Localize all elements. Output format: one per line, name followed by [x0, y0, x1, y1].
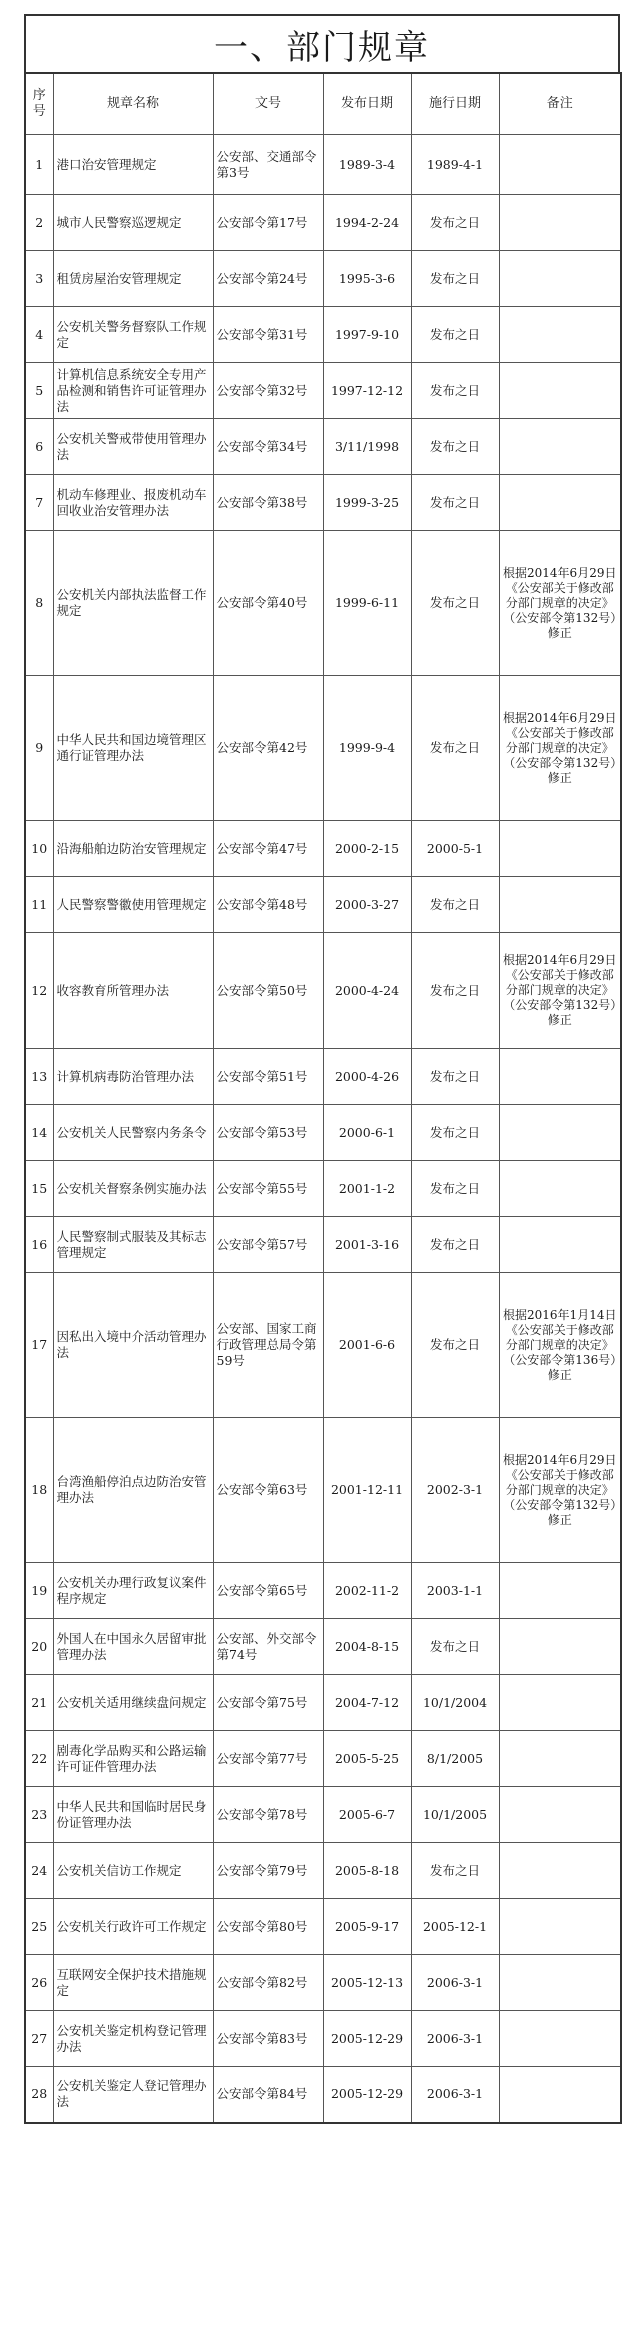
effective-date: 发布之日	[411, 933, 499, 1049]
regulation-name: 公安机关警务督察队工作规定	[53, 307, 213, 363]
effective-date: 2000-5-1	[411, 821, 499, 877]
effective-date: 2005-12-1	[411, 1899, 499, 1955]
effective-date: 1989-4-1	[411, 135, 499, 195]
publish-date: 2005-9-17	[323, 1899, 411, 1955]
remarks	[499, 1843, 621, 1899]
remarks	[499, 419, 621, 475]
row-index: 24	[25, 1843, 53, 1899]
regulation-name: 沿海船舶边防治安管理规定	[53, 821, 213, 877]
remarks	[499, 821, 621, 877]
effective-date: 10/1/2005	[411, 1787, 499, 1843]
effective-date: 发布之日	[411, 475, 499, 531]
table-row	[25, 2011, 621, 2067]
effective-date: 2003-1-1	[411, 1563, 499, 1619]
table-row	[25, 1787, 621, 1843]
table-row	[25, 1049, 621, 1105]
table-row	[25, 1731, 621, 1787]
document-number: 公安部令第24号	[213, 251, 323, 307]
document-number: 公安部令第34号	[213, 419, 323, 475]
regulations-table	[24, 72, 622, 2124]
publish-date: 2002-11-2	[323, 1563, 411, 1619]
document-number: 公安部、国家工商行政管理总局令第59号	[213, 1273, 323, 1418]
regulation-name: 公安机关行政许可工作规定	[53, 1899, 213, 1955]
document-number: 公安部令第31号	[213, 307, 323, 363]
regulation-name: 人民警察制式服装及其标志管理规定	[53, 1217, 213, 1273]
row-index: 12	[25, 933, 53, 1049]
effective-date: 发布之日	[411, 1217, 499, 1273]
row-index: 22	[25, 1731, 53, 1787]
document-number: 公安部令第57号	[213, 1217, 323, 1273]
publish-date: 2005-5-25	[323, 1731, 411, 1787]
remarks: 根据2014年6月29日《公安部关于修改部分部门规章的决定》（公安部令第132号）修正	[499, 1418, 621, 1563]
header-effective-date: 施行日期	[411, 73, 499, 135]
document-number: 公安部令第17号	[213, 195, 323, 251]
remarks	[499, 195, 621, 251]
remarks	[499, 1049, 621, 1105]
document-number: 公安部令第83号	[213, 2011, 323, 2067]
regulation-name: 公安机关人民警察内务条令	[53, 1105, 213, 1161]
publish-date: 1997-9-10	[323, 307, 411, 363]
table-row	[25, 1105, 621, 1161]
remarks	[499, 1217, 621, 1273]
document-number: 公安部令第79号	[213, 1843, 323, 1899]
regulation-name: 互联网安全保护技术措施规定	[53, 1955, 213, 2011]
table-row	[25, 933, 621, 1049]
regulations-sheet	[24, 14, 620, 2124]
regulation-name: 公安机关鉴定机构登记管理办法	[53, 2011, 213, 2067]
regulation-name: 公安机关鉴定人登记管理办法	[53, 2067, 213, 2123]
document-number: 公安部、外交部令第74号	[213, 1619, 323, 1675]
row-index: 19	[25, 1563, 53, 1619]
document-number: 公安部、交通部令第3号	[213, 135, 323, 195]
table-row	[25, 363, 621, 419]
document-number: 公安部令第65号	[213, 1563, 323, 1619]
effective-date: 发布之日	[411, 1049, 499, 1105]
remarks	[499, 1787, 621, 1843]
header-index: 序号	[25, 73, 53, 135]
header-document-number: 文号	[213, 73, 323, 135]
row-index: 20	[25, 1619, 53, 1675]
effective-date: 10/1/2004	[411, 1675, 499, 1731]
table-row	[25, 1273, 621, 1418]
publish-date: 1997-12-12	[323, 363, 411, 419]
publish-date: 1989-3-4	[323, 135, 411, 195]
table-row	[25, 135, 621, 195]
effective-date: 2006-3-1	[411, 2011, 499, 2067]
table-row	[25, 1619, 621, 1675]
publish-date: 2000-6-1	[323, 1105, 411, 1161]
remarks	[499, 1899, 621, 1955]
regulation-name: 公安机关信访工作规定	[53, 1843, 213, 1899]
document-number: 公安部令第63号	[213, 1418, 323, 1563]
regulation-name: 计算机信息系统安全专用产品检测和销售许可证管理办法	[53, 363, 213, 419]
publish-date: 1999-9-4	[323, 676, 411, 821]
row-index: 2	[25, 195, 53, 251]
regulation-name: 公安机关督察条例实施办法	[53, 1161, 213, 1217]
header-publish-date: 发布日期	[323, 73, 411, 135]
regulation-name: 港口治安管理规定	[53, 135, 213, 195]
effective-date: 发布之日	[411, 195, 499, 251]
publish-date: 2004-7-12	[323, 1675, 411, 1731]
table-row	[25, 1418, 621, 1563]
row-index: 11	[25, 877, 53, 933]
regulation-name: 公安机关内部执法监督工作规定	[53, 531, 213, 676]
regulation-name: 机动车修理业、报废机动车回收业治安管理办法	[53, 475, 213, 531]
document-number: 公安部令第77号	[213, 1731, 323, 1787]
publish-date: 2001-6-6	[323, 1273, 411, 1418]
document-number: 公安部令第84号	[213, 2067, 323, 2123]
publish-date: 2005-12-13	[323, 1955, 411, 2011]
row-index: 17	[25, 1273, 53, 1418]
row-index: 28	[25, 2067, 53, 2123]
publish-date: 2005-12-29	[323, 2011, 411, 2067]
publish-date: 2000-4-26	[323, 1049, 411, 1105]
remarks	[499, 251, 621, 307]
publish-date: 1994-2-24	[323, 195, 411, 251]
document-number: 公安部令第53号	[213, 1105, 323, 1161]
table-row	[25, 419, 621, 475]
table-row	[25, 1675, 621, 1731]
row-index: 8	[25, 531, 53, 676]
remarks	[499, 1619, 621, 1675]
regulation-name: 中华人民共和国临时居民身份证管理办法	[53, 1787, 213, 1843]
publish-date: 1999-3-25	[323, 475, 411, 531]
publish-date: 3/11/1998	[323, 419, 411, 475]
regulation-name: 收容教育所管理办法	[53, 933, 213, 1049]
header-remarks: 备注	[499, 73, 621, 135]
regulation-name: 城市人民警察巡逻规定	[53, 195, 213, 251]
publish-date: 2005-8-18	[323, 1843, 411, 1899]
effective-date: 发布之日	[411, 363, 499, 419]
table-row	[25, 1955, 621, 2011]
table-header-row	[25, 73, 621, 135]
row-index: 9	[25, 676, 53, 821]
publish-date: 2001-1-2	[323, 1161, 411, 1217]
publish-date: 1995-3-6	[323, 251, 411, 307]
document-number: 公安部令第50号	[213, 933, 323, 1049]
table-row	[25, 2067, 621, 2123]
regulation-name: 台湾渔船停泊点边防治安管理办法	[53, 1418, 213, 1563]
remarks	[499, 877, 621, 933]
row-index: 21	[25, 1675, 53, 1731]
document-number: 公安部令第42号	[213, 676, 323, 821]
remarks	[499, 1731, 621, 1787]
effective-date: 2002-3-1	[411, 1418, 499, 1563]
row-index: 6	[25, 419, 53, 475]
row-index: 14	[25, 1105, 53, 1161]
row-index: 3	[25, 251, 53, 307]
row-index: 25	[25, 1899, 53, 1955]
effective-date: 发布之日	[411, 531, 499, 676]
publish-date: 1999-6-11	[323, 531, 411, 676]
publish-date: 2000-4-24	[323, 933, 411, 1049]
row-index: 4	[25, 307, 53, 363]
table-row	[25, 821, 621, 877]
effective-date: 发布之日	[411, 251, 499, 307]
publish-date: 2001-12-11	[323, 1418, 411, 1563]
publish-date: 2000-2-15	[323, 821, 411, 877]
remarks	[499, 2011, 621, 2067]
table-row	[25, 1563, 621, 1619]
row-index: 26	[25, 1955, 53, 2011]
regulation-name: 租赁房屋治安管理规定	[53, 251, 213, 307]
publish-date: 2004-8-15	[323, 1619, 411, 1675]
table-row	[25, 676, 621, 821]
effective-date: 发布之日	[411, 1105, 499, 1161]
row-index: 18	[25, 1418, 53, 1563]
document-number: 公安部令第38号	[213, 475, 323, 531]
publish-date: 2001-3-16	[323, 1217, 411, 1273]
document-number: 公安部令第48号	[213, 877, 323, 933]
table-row	[25, 307, 621, 363]
remarks	[499, 1161, 621, 1217]
regulation-name: 因私出入境中介活动管理办法	[53, 1273, 213, 1418]
document-number: 公安部令第82号	[213, 1955, 323, 2011]
remarks	[499, 1675, 621, 1731]
table-row	[25, 251, 621, 307]
row-index: 15	[25, 1161, 53, 1217]
effective-date: 2006-3-1	[411, 2067, 499, 2123]
effective-date: 发布之日	[411, 1619, 499, 1675]
row-index: 13	[25, 1049, 53, 1105]
effective-date: 发布之日	[411, 307, 499, 363]
row-index: 1	[25, 135, 53, 195]
effective-date: 2006-3-1	[411, 1955, 499, 2011]
remarks	[499, 1105, 621, 1161]
effective-date: 8/1/2005	[411, 1731, 499, 1787]
remarks: 根据2014年6月29日《公安部关于修改部分部门规章的决定》（公安部令第132号）修正	[499, 676, 621, 821]
document-number: 公安部令第40号	[213, 531, 323, 676]
regulation-name: 公安机关办理行政复议案件程序规定	[53, 1563, 213, 1619]
table-row	[25, 531, 621, 676]
effective-date: 发布之日	[411, 1843, 499, 1899]
row-index: 23	[25, 1787, 53, 1843]
regulation-name: 人民警察警徽使用管理规定	[53, 877, 213, 933]
effective-date: 发布之日	[411, 676, 499, 821]
document-number: 公安部令第47号	[213, 821, 323, 877]
remarks	[499, 363, 621, 419]
row-index: 7	[25, 475, 53, 531]
remarks: 根据2016年1月14日《公安部关于修改部分部门规章的决定》（公安部令第136号）修正	[499, 1273, 621, 1418]
regulation-name: 剧毒化学品购买和公路运输许可证件管理办法	[53, 1731, 213, 1787]
remarks	[499, 1563, 621, 1619]
table-row	[25, 1899, 621, 1955]
regulation-name: 外国人在中国永久居留审批管理办法	[53, 1619, 213, 1675]
remarks: 根据2014年6月29日《公安部关于修改部分部门规章的决定》（公安部令第132号）修正	[499, 933, 621, 1049]
table-row	[25, 195, 621, 251]
effective-date: 发布之日	[411, 877, 499, 933]
regulation-name: 中华人民共和国边境管理区通行证管理办法	[53, 676, 213, 821]
effective-date: 发布之日	[411, 419, 499, 475]
publish-date: 2005-12-29	[323, 2067, 411, 2123]
document-number: 公安部令第78号	[213, 1787, 323, 1843]
document-number: 公安部令第80号	[213, 1899, 323, 1955]
remarks	[499, 475, 621, 531]
effective-date: 发布之日	[411, 1161, 499, 1217]
page-title: 一、部门规章	[24, 14, 620, 72]
document-number: 公安部令第32号	[213, 363, 323, 419]
remarks: 根据2014年6月29日《公安部关于修改部分部门规章的决定》（公安部令第132号）修正	[499, 531, 621, 676]
document-number: 公安部令第55号	[213, 1161, 323, 1217]
row-index: 5	[25, 363, 53, 419]
remarks	[499, 1955, 621, 2011]
row-index: 16	[25, 1217, 53, 1273]
row-index: 10	[25, 821, 53, 877]
table-row	[25, 475, 621, 531]
effective-date: 发布之日	[411, 1273, 499, 1418]
regulation-name: 公安机关警戒带使用管理办法	[53, 419, 213, 475]
header-regulation-name: 规章名称	[53, 73, 213, 135]
row-index: 27	[25, 2011, 53, 2067]
regulation-name: 公安机关适用继续盘问规定	[53, 1675, 213, 1731]
publish-date: 2000-3-27	[323, 877, 411, 933]
remarks	[499, 135, 621, 195]
publish-date: 2005-6-7	[323, 1787, 411, 1843]
table-row	[25, 1161, 621, 1217]
document-number: 公安部令第75号	[213, 1675, 323, 1731]
table-row	[25, 877, 621, 933]
table-row	[25, 1217, 621, 1273]
regulation-name: 计算机病毒防治管理办法	[53, 1049, 213, 1105]
remarks	[499, 307, 621, 363]
remarks	[499, 2067, 621, 2123]
document-number: 公安部令第51号	[213, 1049, 323, 1105]
table-row	[25, 1843, 621, 1899]
